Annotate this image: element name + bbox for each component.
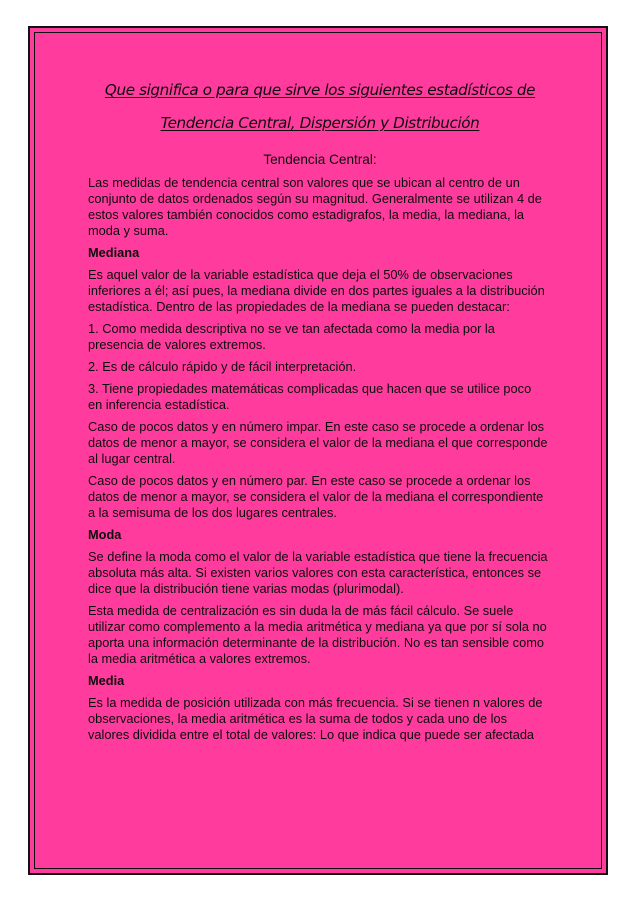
moda-definition: Se define la moda como el valor de la variable estadística que tiene la frecuencia absoluta más alta. Si existen varios valores con esta característica, entonces se dice que la distribución tiene varias modas (plurimodal). [88, 549, 548, 596]
mediana-even-case: Caso de pocos datos y en número par. En este caso se procede a ordenar los datos de menor a mayor, se considera el valor de la mediana el correspondiente a la semisuma de los dos lugares centrales. [88, 473, 544, 520]
mediana-property-1: 1. Como medida descriptiva no se ve tan afectada como la media por la presencia de valores extremos. [88, 321, 495, 352]
media-definition: Es la medida de posición utilizada con más frecuencia. Si se tienen n valores de observaciones, la media aritmética es la suma de todos y cada uno de los valores dividida entre el total de valores: Lo que indica que puede ser afectada [88, 695, 543, 742]
section-heading-tendencia-central: Tendencia Central: [263, 152, 377, 167]
mediana-definition: Es aquel valor de la variable estadística que deja el 50% de observaciones inferiores a él; así pues, la mediana divide en dos partes iguales a la distribución estadística. Dentro de las propiedades de la mediana se pueden destacar: [88, 267, 545, 314]
mediana-property-3: 3. Tiene propiedades matemáticas complicadas que hacen que se utilice poco en inferencia estadística. [88, 381, 532, 412]
document-title-line-2: Tendencia Central, Dispersión y Distribución [160, 114, 480, 132]
document-title-line-1: Que significa o para que sirve los siguientes estadísticos de [104, 81, 536, 99]
intro-paragraph: Las medidas de tendencia central son valores que se ubican al centro de un conjunto de datos ordenados según su magnitud. Generalmente se utilizan 4 de estos valores también conocidos como estadigrafos, la media, la mediana, la moda y suma. [88, 175, 542, 238]
subheading-moda: Moda [88, 527, 122, 542]
document-content [90, 74, 550, 749]
mediana-property-2: 2. Es de cálculo rápido y de fácil interpretación. [88, 359, 357, 374]
mediana-odd-case: Caso de pocos datos y en número impar. En este caso se procede a ordenar los datos de menor a mayor, se considera el valor de la mediana el que corresponde al lugar central. [88, 419, 548, 466]
subheading-media: Media [88, 673, 125, 688]
moda-usage: Esta medida de centralización es sin duda la de más fácil cálculo. Se suele utilizar como complemento a la media aritmética y mediana ya que por sí sola no aporta una información determinante de la distribución. No es tan sensible como la media aritmética a valores extremos. [88, 603, 547, 666]
subheading-mediana: Mediana [88, 245, 140, 260]
